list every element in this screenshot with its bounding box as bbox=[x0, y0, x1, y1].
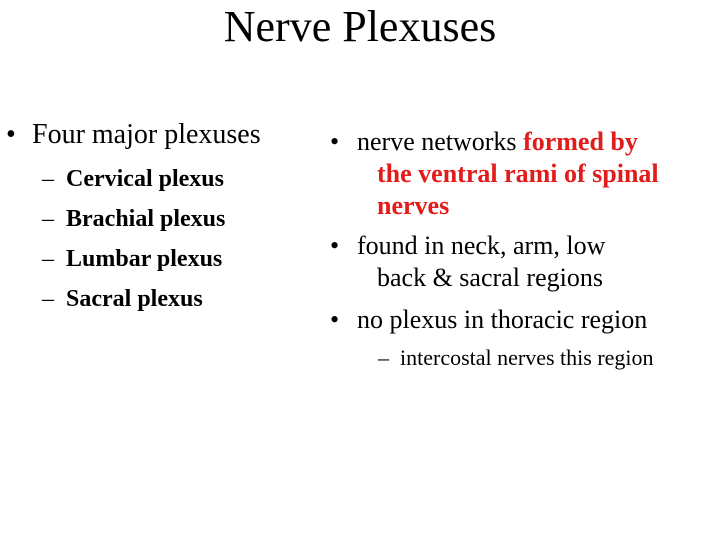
right-bullet-1-line-1 bbox=[357, 126, 638, 158]
right-bullet-1-line-2: the ventral rami of spinal bbox=[377, 159, 659, 188]
left-bullet-text: Four major plexuses bbox=[32, 119, 261, 150]
dash: – bbox=[42, 286, 54, 312]
item-sacral: Sacral plexus bbox=[66, 286, 203, 312]
item-brachial: Brachial plexus bbox=[66, 206, 226, 232]
bullet-dot: • bbox=[330, 127, 340, 156]
bullet-dot: • bbox=[6, 119, 16, 150]
slide-title: Nerve Plexuses bbox=[223, 2, 497, 51]
item-lumbar: Lumbar plexus bbox=[66, 246, 223, 272]
right-bullet-2-line-2: back & sacral regions bbox=[377, 263, 603, 292]
item-cervical: Cervical plexus bbox=[66, 166, 224, 192]
bullet-dot: • bbox=[330, 231, 340, 260]
dash: – bbox=[42, 246, 54, 272]
right-bullet-2-line-1: found in neck, arm, low bbox=[357, 231, 606, 260]
b1-plain: nerve networks bbox=[357, 127, 524, 156]
b1-red-1: formed by bbox=[523, 127, 638, 156]
right-bullet-3: no plexus in thoracic region bbox=[357, 305, 648, 334]
right-bullet-1-line-3: nerves bbox=[377, 191, 450, 220]
dash: – bbox=[378, 345, 389, 370]
bullet-dot: • bbox=[330, 305, 340, 334]
dash: – bbox=[42, 166, 54, 192]
dash: – bbox=[42, 206, 54, 232]
right-sub-item: intercostal nerves this region bbox=[400, 345, 654, 370]
